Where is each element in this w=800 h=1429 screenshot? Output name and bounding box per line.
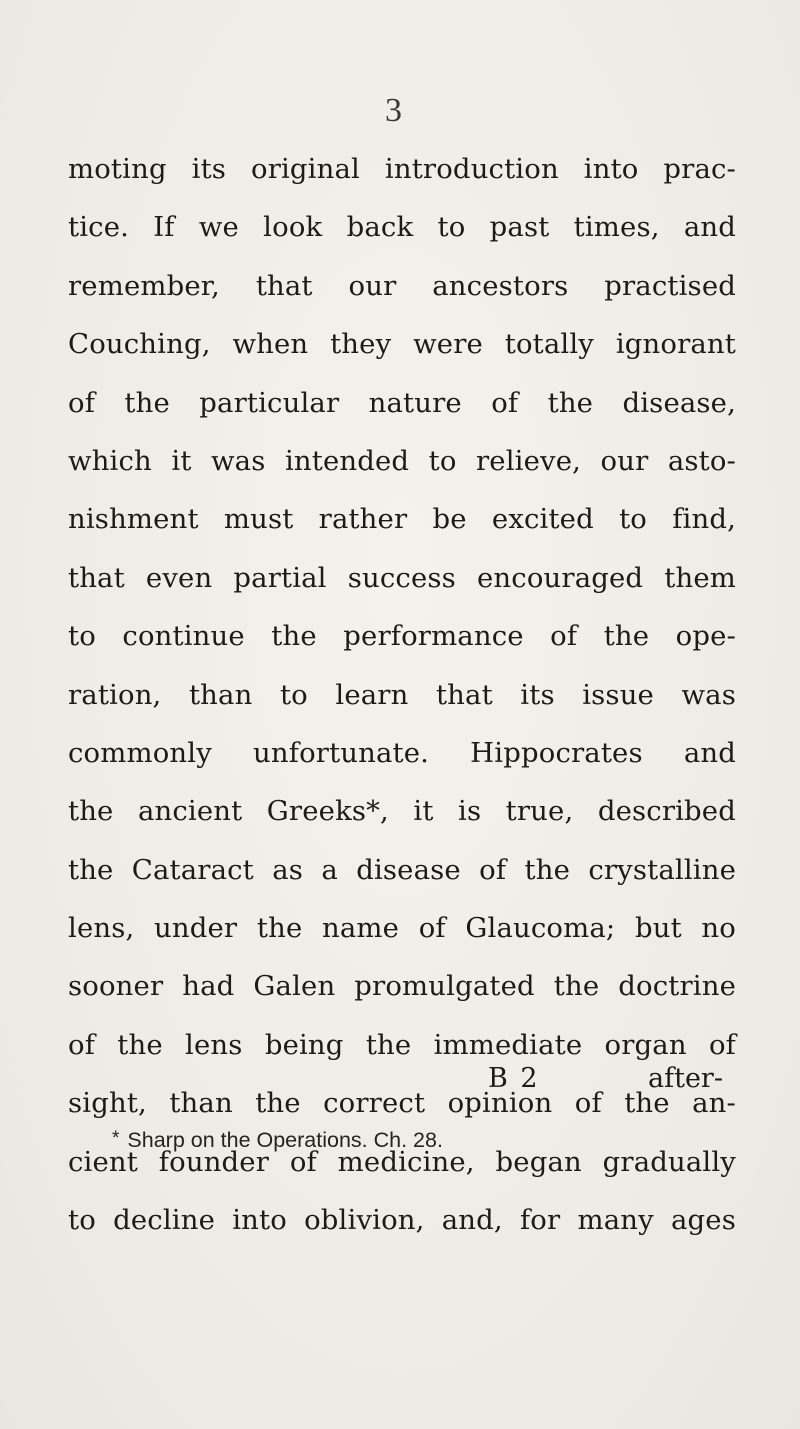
signature-mark: B 2 xyxy=(488,1063,540,1094)
text-line: remember, that our ancestors practised xyxy=(68,269,736,302)
footnote xyxy=(112,1128,443,1153)
text-line: the Cataract as a disease of the crystalline xyxy=(68,853,736,886)
text-line: sooner had Galen promulgated the doctrine xyxy=(68,970,736,1003)
footnote-mark: * xyxy=(112,1128,120,1149)
text-line: cient founder of medicine, began gradually xyxy=(68,1145,736,1178)
text-line: nishment must rather be excited to find, xyxy=(68,503,736,536)
page-number: 3 xyxy=(385,92,402,129)
text-line: tice. If we look back to past times, and xyxy=(68,211,736,244)
catchword: after- xyxy=(648,1063,723,1094)
text-line: of the lens being the immediate organ of xyxy=(68,1028,736,1061)
text-line: lens, under the name of Glaucoma; but no xyxy=(68,912,736,945)
text-line: that even partial success encouraged them xyxy=(68,561,736,594)
text-line: commonly unfortunate. Hippocrates and xyxy=(68,736,736,769)
text-line: sight, than the correct opinion of the an- xyxy=(68,1087,736,1120)
text-line: which it was intended to relieve, our asto- xyxy=(68,444,736,477)
footnote-text: Sharp on the Operations. Ch. 28. xyxy=(127,1128,443,1152)
text-line: moting its original introduction into prac- xyxy=(68,153,736,185)
text-line: Couching, when they were totally ignorant xyxy=(68,328,736,361)
text-line: ration, than to learn that its issue was xyxy=(68,678,736,711)
text-line: to continue the performance of the ope- xyxy=(68,620,736,653)
text-line: to decline into oblivion, and, for many ages xyxy=(68,1204,736,1237)
text-line: of the particular nature of the disease, xyxy=(68,386,736,419)
text-line: the ancient Greeks*, it is true, described xyxy=(68,795,736,828)
signature-line xyxy=(488,1063,748,1103)
